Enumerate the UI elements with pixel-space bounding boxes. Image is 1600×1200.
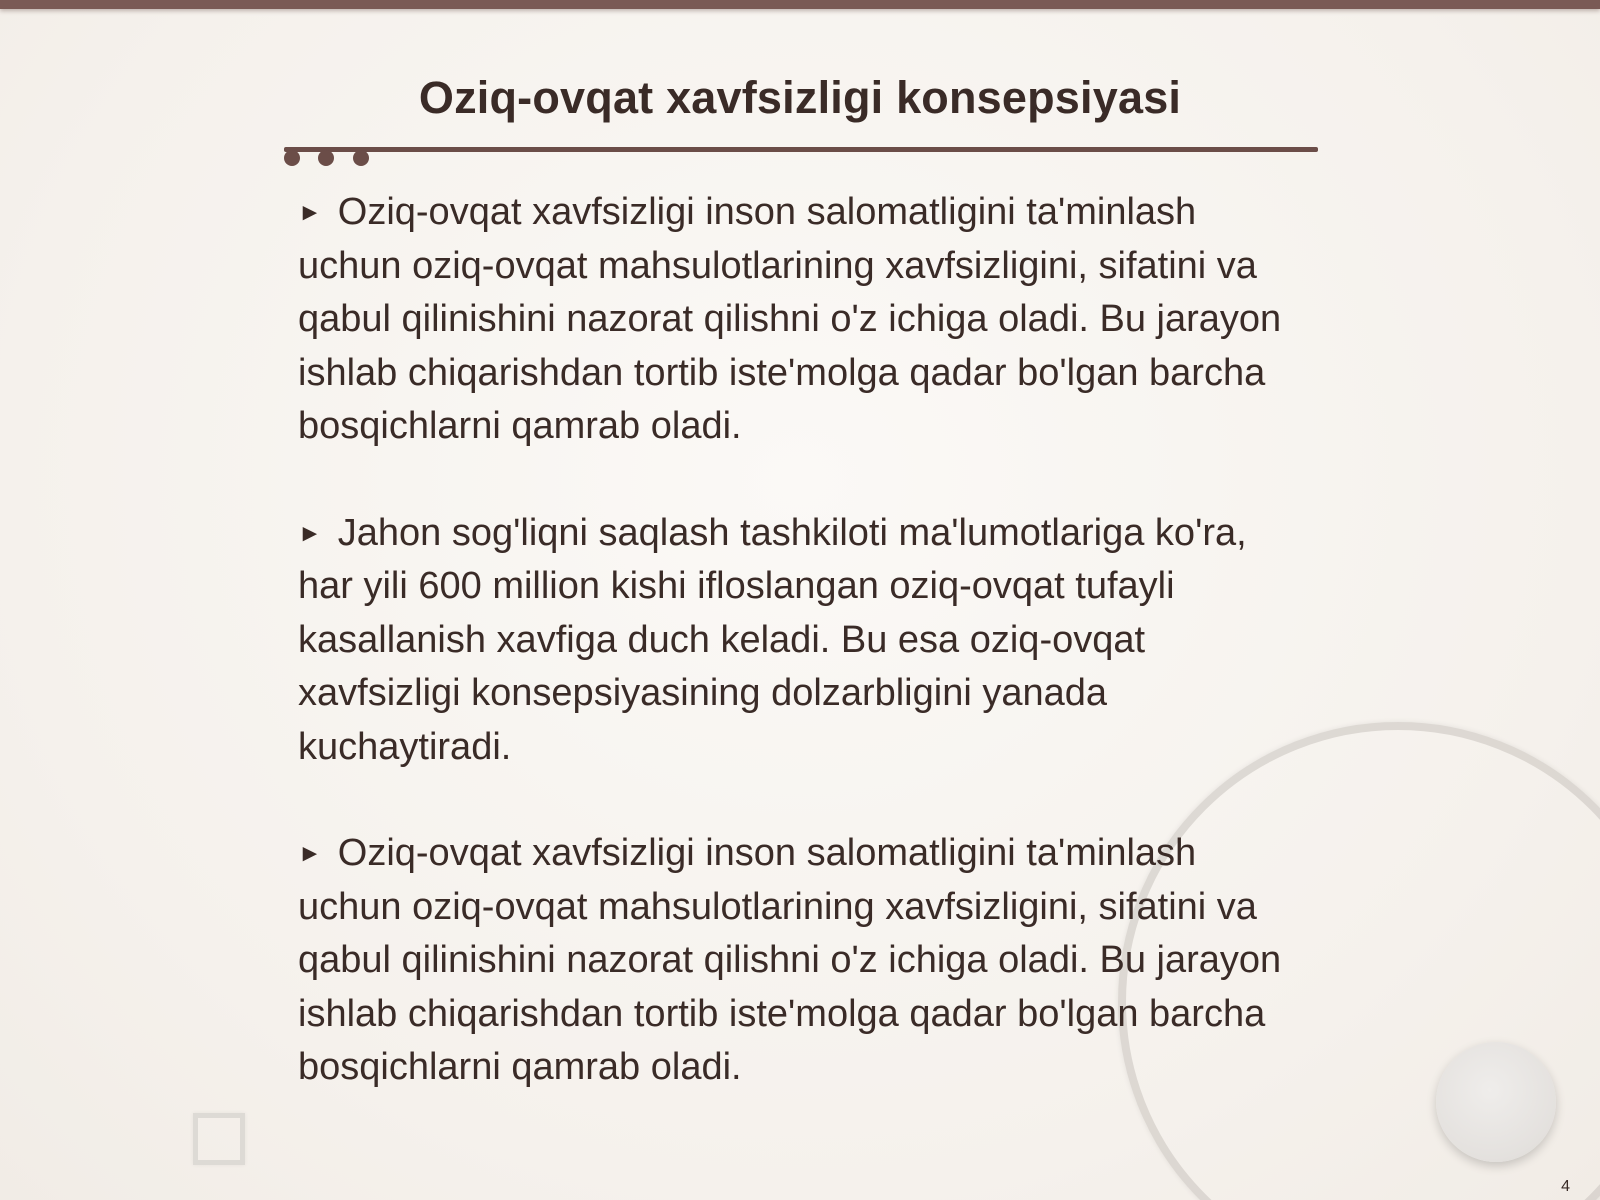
- underline-dot: [318, 150, 334, 166]
- bullet-paragraph: [298, 186, 1308, 454]
- bullet-arrow-icon: ►: [298, 840, 322, 867]
- decorative-square: [193, 1113, 245, 1165]
- bullet-paragraph: [298, 507, 1308, 775]
- paragraph-text: Oziq-ovqat xavfsizligi inson salomatligini ta'minlash uchun oziq-ovqat mahsulotlarining xavfsizligini, sifatini va qabul qilinishini nazorat qilishni o'z ichiga oladi. Bu jarayon ishlab chiqarishdan tortib iste'molga qadar bo'lgan barcha bosqichlarni qamrab oladi.: [298, 191, 1282, 447]
- slide-body: [298, 186, 1308, 1148]
- bullet-paragraph: [298, 827, 1308, 1095]
- page-number: 4: [1561, 1178, 1570, 1195]
- decorative-disc: [1436, 1042, 1556, 1162]
- paragraph-text: Jahon sog'liqni saqlash tashkiloti ma'lumotlariga ko'ra, har yili 600 million kishi ifloslangan oziq-ovqat tufayli kasallanish xavfiga duch keladi. Bu esa oziq-ovqat xavfsizligi konsepsiyasining dolzarbligini yanada kuchaytiradi.: [298, 511, 1247, 768]
- bullet-arrow-icon: ►: [298, 519, 322, 547]
- underline-dot: [284, 150, 300, 166]
- title-underline: [284, 147, 1318, 152]
- bullet-arrow-icon: ►: [298, 199, 322, 226]
- top-accent-bar: [0, 0, 1600, 9]
- paragraph-text: Oziq-ovqat xavfsizligi inson salomatligini ta'minlash uchun oziq-ovqat mahsulotlarining xavfsizligini, sifatini va qabul qilinishini nazorat qilishni o'z ichiga oladi. Bu jarayon ishlab chiqarishdan tortib iste'molga qadar bo'lgan barcha bosqichlarni qamrab oladi.: [298, 832, 1282, 1088]
- underline-dot: [353, 150, 369, 166]
- slide-title: Oziq-ovqat xavfsizligi konsepsiyasi: [418, 72, 1182, 123]
